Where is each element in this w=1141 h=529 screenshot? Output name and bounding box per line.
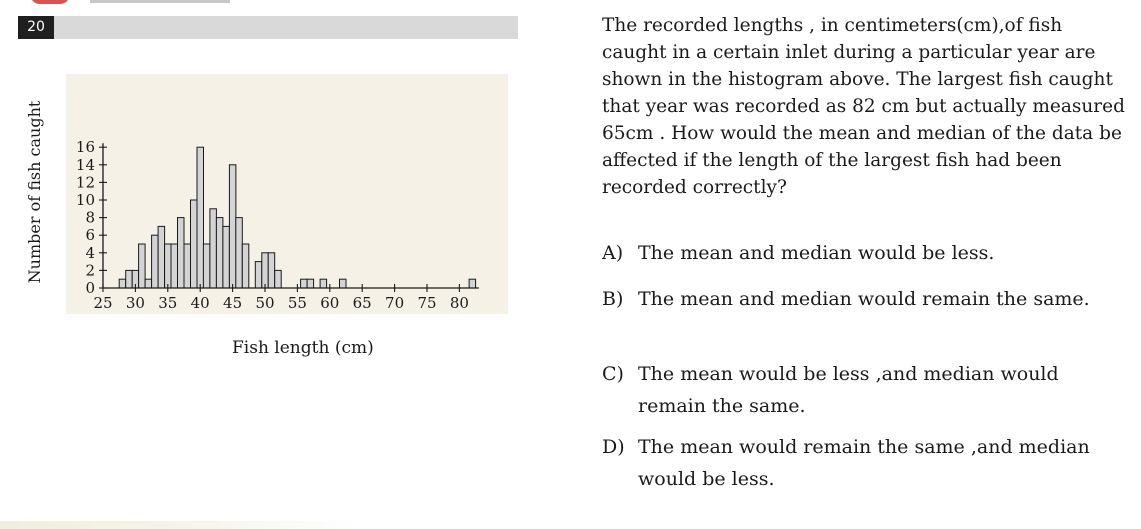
x-tick-label: 45	[223, 294, 243, 312]
x-tick-label: 55	[287, 294, 307, 312]
question-header-strip	[18, 16, 518, 39]
histogram-bar	[191, 200, 198, 288]
y-axis-label: Number of fish caught	[25, 100, 44, 284]
fish-length-histogram	[18, 66, 518, 321]
x-tick-label: 35	[158, 294, 178, 312]
histogram-bar	[203, 244, 210, 288]
x-tick-label: 25	[93, 294, 113, 312]
histogram-bar	[255, 262, 261, 288]
histogram-bar	[301, 279, 308, 288]
gray-text-fragment	[90, 0, 230, 3]
question-number-badge: 20	[18, 16, 54, 39]
answer-choice-b[interactable]	[602, 283, 1122, 315]
red-mark	[30, 0, 70, 4]
histogram-bar	[223, 226, 230, 288]
page-edge-shadow	[0, 521, 360, 529]
y-tick-label: 6	[85, 226, 95, 245]
x-tick-label: 70	[385, 294, 405, 312]
histogram-bar	[139, 244, 146, 288]
histogram-bar	[307, 279, 314, 288]
choice-text: The mean would be less ,and median would remain the same.	[638, 363, 1059, 417]
x-tick-label: 75	[417, 294, 437, 312]
y-tick-label: 14	[75, 155, 95, 174]
x-tick-label: 50	[255, 294, 275, 312]
histogram-bar	[262, 253, 269, 288]
y-tick-label: 4	[85, 243, 95, 262]
histogram-bar	[236, 218, 243, 288]
x-tick-label: 80	[449, 294, 469, 312]
histogram-bar	[210, 209, 217, 288]
histogram-bar	[126, 270, 133, 288]
histogram-bar	[340, 279, 347, 288]
histogram-bar	[171, 244, 178, 288]
question-text: The recorded lengths , in centimeters(cm),of fish caught in a certain inlet during a particular year are shown in the histogram above. The largest fish caught that year was recorded as 82 cm but actually measured 65cm . How would the mean and median of the data be affected if the length of the largest fish had been recorded correctly?	[602, 15, 1125, 198]
histogram-bar	[320, 279, 327, 288]
y-tick-label: 8	[85, 208, 95, 227]
choice-letter: D)	[602, 436, 625, 458]
histogram-bar	[197, 147, 204, 288]
y-tick-label: 10	[75, 191, 95, 209]
y-tick-label: 2	[85, 261, 95, 280]
histogram-bar	[145, 279, 152, 288]
x-tick-label: 60	[320, 294, 340, 312]
x-tick-label: 40	[190, 294, 210, 312]
x-tick-label: 65	[352, 294, 372, 312]
histogram-bar	[152, 235, 159, 288]
choice-text: The mean and median would be less.	[638, 242, 995, 264]
histogram-bar	[158, 226, 165, 288]
choice-letter: A)	[602, 242, 624, 264]
x-tick-label: 30	[125, 294, 145, 312]
y-tick-label: 16	[75, 138, 95, 157]
choice-letter: C)	[602, 363, 624, 385]
histogram-bar	[229, 165, 236, 288]
answer-choice-d[interactable]	[602, 431, 1122, 495]
choice-text: The mean and median would remain the same.	[638, 288, 1090, 310]
histogram-bar	[216, 218, 223, 288]
choice-text: The mean would remain the same ,and median would be less.	[638, 436, 1090, 490]
histogram-bar	[119, 279, 126, 288]
histogram-bar	[165, 244, 172, 288]
previous-page-fragment	[30, 0, 240, 6]
y-tick-label: 0	[85, 279, 95, 297]
histogram-bar	[268, 253, 275, 288]
histogram-bar	[275, 270, 282, 288]
y-tick-label: 12	[75, 173, 95, 192]
choice-letter: B)	[602, 288, 624, 310]
answer-choice-a[interactable]	[602, 237, 1122, 269]
histogram-bar	[242, 244, 249, 288]
answer-choice-c[interactable]	[602, 358, 1122, 422]
histogram-bar	[184, 244, 191, 288]
histogram-bar	[178, 218, 185, 288]
histogram-bar	[469, 279, 476, 288]
x-axis-label: Fish length (cm)	[232, 338, 374, 358]
